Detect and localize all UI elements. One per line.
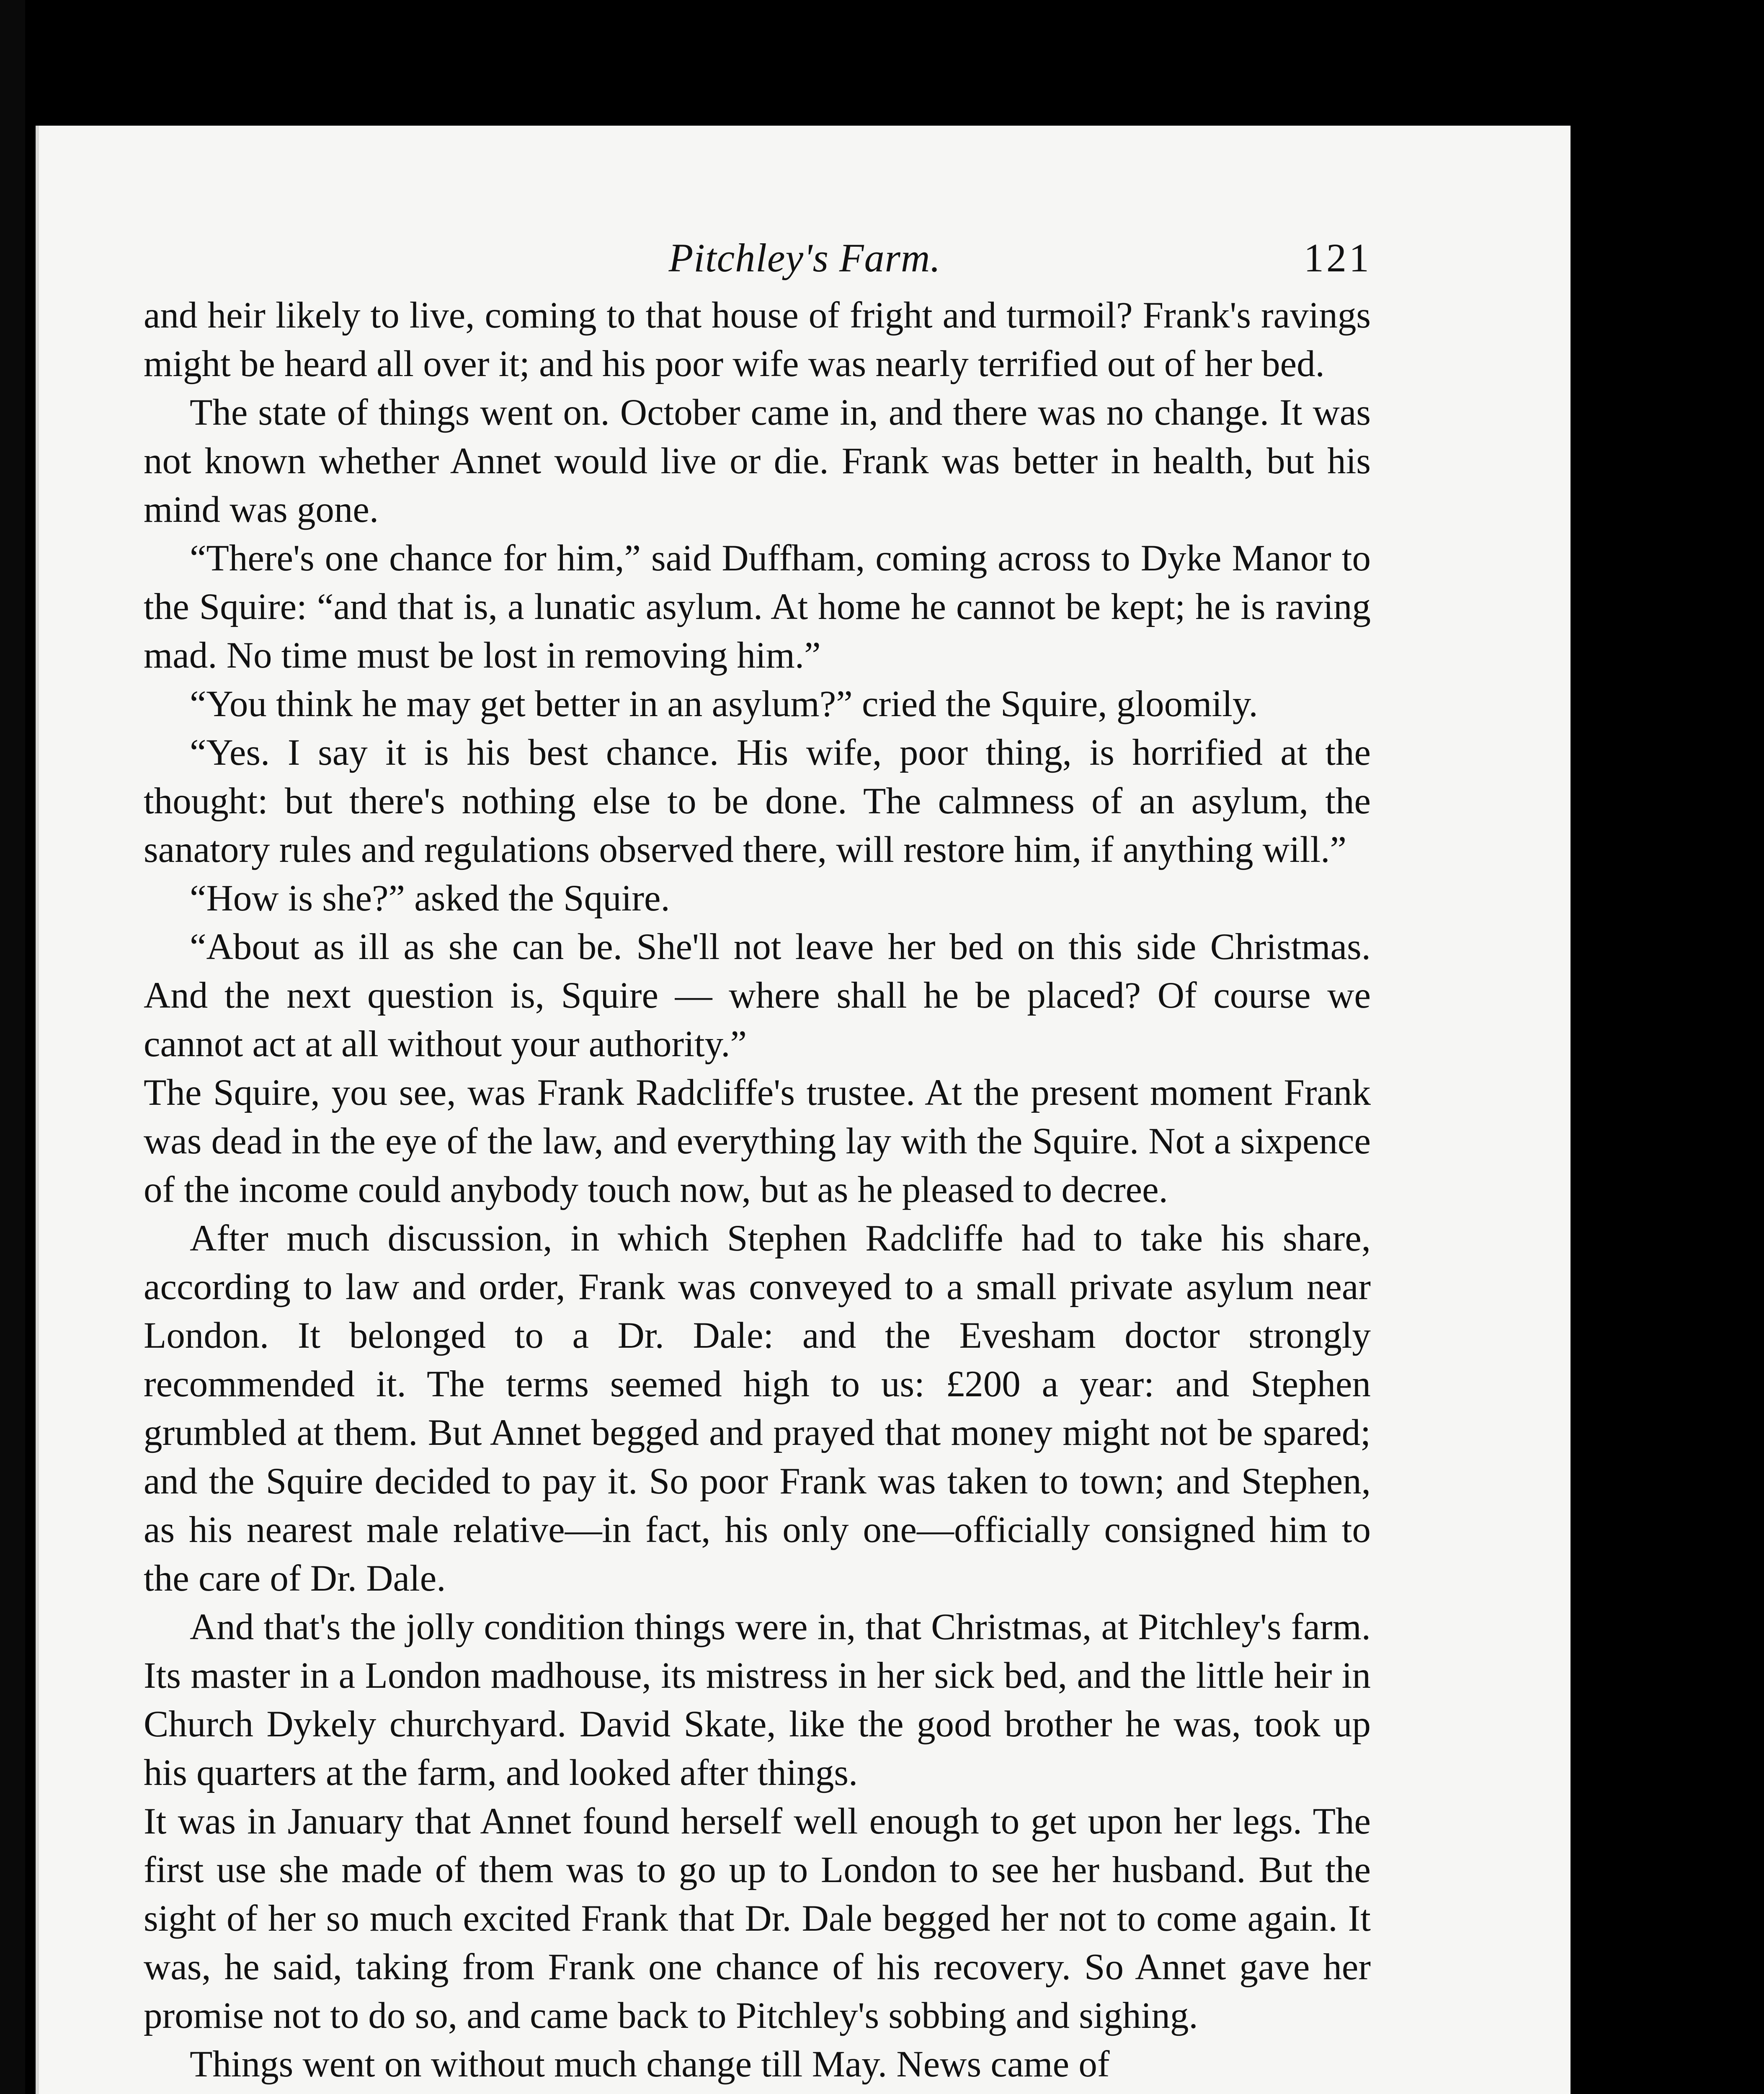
paragraph: After much discussion, in which Stephen Radcliffe had to take his share, according to law and order, Frank was conveyed to a small private asylum near London. It belonged to a Dr. Dale: and the Evesham doctor strongly recommended it. The terms seemed high to us: £200 a year: and Stephen grumbled at them. But Annet begged and prayed that money might not be spared; and the Squire decided to pay it. So poor Frank was taken to town; and Stephen, as his nearest male relative—in fact, his only one—officially consigned him to the care of Dr. Dale. <box>144 1218 1371 1599</box>
paragraph: “About as ill as she can be. She'll not leave her bed on this side Christmas. And the next question is, Squire — where shall he be placed? Of course we cannot act at all without your authority.” <box>144 926 1371 1065</box>
page-number: 121 <box>1304 235 1372 280</box>
paragraph: “Yes. I say it is his best chance. His wife, poor thing, is horrified at the thought: but there's nothing else to be done. The calmness of an asylum, the sanatory rules and regulations observed there, will restore him, if anything will.” <box>144 732 1371 870</box>
book-page <box>36 126 1571 2094</box>
paragraph: Things went on without much change till May. News came of <box>190 2044 1110 2085</box>
left-margin-strip <box>0 0 25 2094</box>
paragraph: The state of things went on. October came in, and there was no change. It was not known whether Annet would live or die. Frank was better in health, but his mind was gone. <box>144 392 1371 530</box>
running-title: Pitchley's Farm. <box>668 235 941 280</box>
paragraph: It was in January that Annet found herself well enough to get upon her legs. The first use she made of them was to go up to London to see her husband. But the sight of her so much excited Frank that Dr. Dale begged her not to come again. It was, he said, taking from Frank one chance of his recovery. So Annet gave her promise not to do so, and came back to Pitchley's sobbing and sighing. <box>144 1801 1371 2036</box>
paragraph: and heir likely to live, coming to that house of fright and turmoil? Frank's ravings might be heard all over it; and his poor wife was nearly terrified out of her bed. <box>144 295 1371 384</box>
running-head <box>39 235 1571 289</box>
paragraph: “You think he may get better in an asylum?” cried the Squire, gloomily. <box>190 683 1258 725</box>
paragraph: “There's one chance for him,” said Duffham, coming across to Dyke Manor to the Squire: “and that is, a lunatic asylum. At home he cannot be kept; he is raving mad. No time must be lost in removing him.” <box>144 538 1371 676</box>
paragraph: And that's the jolly condition things were in, that Christmas, at Pitchley's farm. Its master in a London madhouse, its mistress in her sick bed, and the little heir in Church Dykely churchyard. David Skate, like the good brother he was, took up his quarters at the farm, and looked after things. <box>144 1607 1371 1793</box>
paragraph: The Squire, you see, was Frank Radcliffe's trustee. At the present moment Frank was dead in the eye of the law, and everything lay with the Squire. Not a sixpence of the income could anybody touch now, but as he pleased to decree. <box>144 1072 1371 1210</box>
paragraph: “How is she?” asked the Squire. <box>190 878 670 919</box>
body-text <box>144 291 1371 2089</box>
